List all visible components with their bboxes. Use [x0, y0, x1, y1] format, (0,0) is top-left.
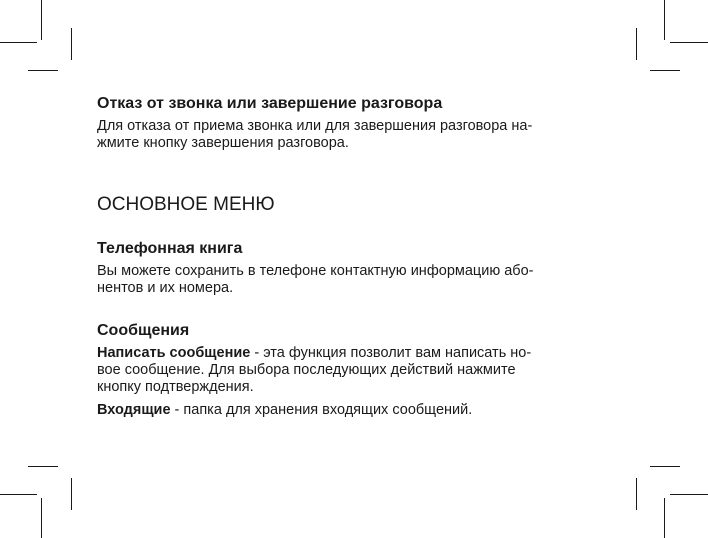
crop-mark — [41, 0, 42, 40]
section-title: Отказ от звонка или завершение разговора — [97, 95, 443, 112]
section-messages — [97, 321, 587, 419]
crop-mark — [28, 70, 58, 71]
crop-mark — [41, 498, 42, 538]
section-title: Телефонная книга — [97, 240, 243, 257]
term-write-message: Написать сообщение — [97, 345, 251, 361]
page-content — [97, 94, 587, 419]
text-line: - эта функция позволит вам написать но- — [250, 345, 532, 361]
section-phonebook — [97, 239, 587, 297]
section-title: Сообщения — [97, 322, 190, 339]
text-line: нентов и их номера. — [97, 280, 234, 296]
crop-mark — [0, 494, 37, 495]
crop-mark — [71, 478, 72, 510]
crop-mark — [28, 466, 58, 467]
section-text — [97, 263, 587, 297]
text-line: жмите кнопку завершения разговора. — [97, 135, 349, 151]
text-line: - папка для хранения входящих сообщений. — [170, 402, 473, 418]
main-menu-heading: ОСНОВНОЕ МЕНЮ — [97, 194, 275, 215]
crop-mark — [650, 70, 680, 71]
crop-mark — [664, 0, 665, 40]
term-inbox: Входящие — [97, 402, 171, 418]
text-line: Для отказа от приема звонка или для завершения разговора на- — [97, 118, 533, 134]
crop-mark — [0, 42, 37, 43]
text-line: кнопку подтверждения. — [97, 379, 254, 395]
section-text — [97, 118, 587, 152]
crop-mark — [664, 498, 665, 538]
crop-mark — [670, 42, 708, 43]
text-line: вое сообщение. Для выбора последующих действий нажмите — [97, 362, 516, 378]
text-line: Вы можете сохранить в телефоне контактную информацию або- — [97, 263, 534, 279]
crop-mark — [636, 28, 637, 60]
crop-mark — [636, 478, 637, 510]
section-reject-call — [97, 94, 587, 152]
crop-mark — [670, 494, 708, 495]
crop-mark — [71, 28, 72, 60]
section-text — [97, 402, 587, 419]
crop-mark — [650, 466, 680, 467]
section-text — [97, 345, 587, 396]
